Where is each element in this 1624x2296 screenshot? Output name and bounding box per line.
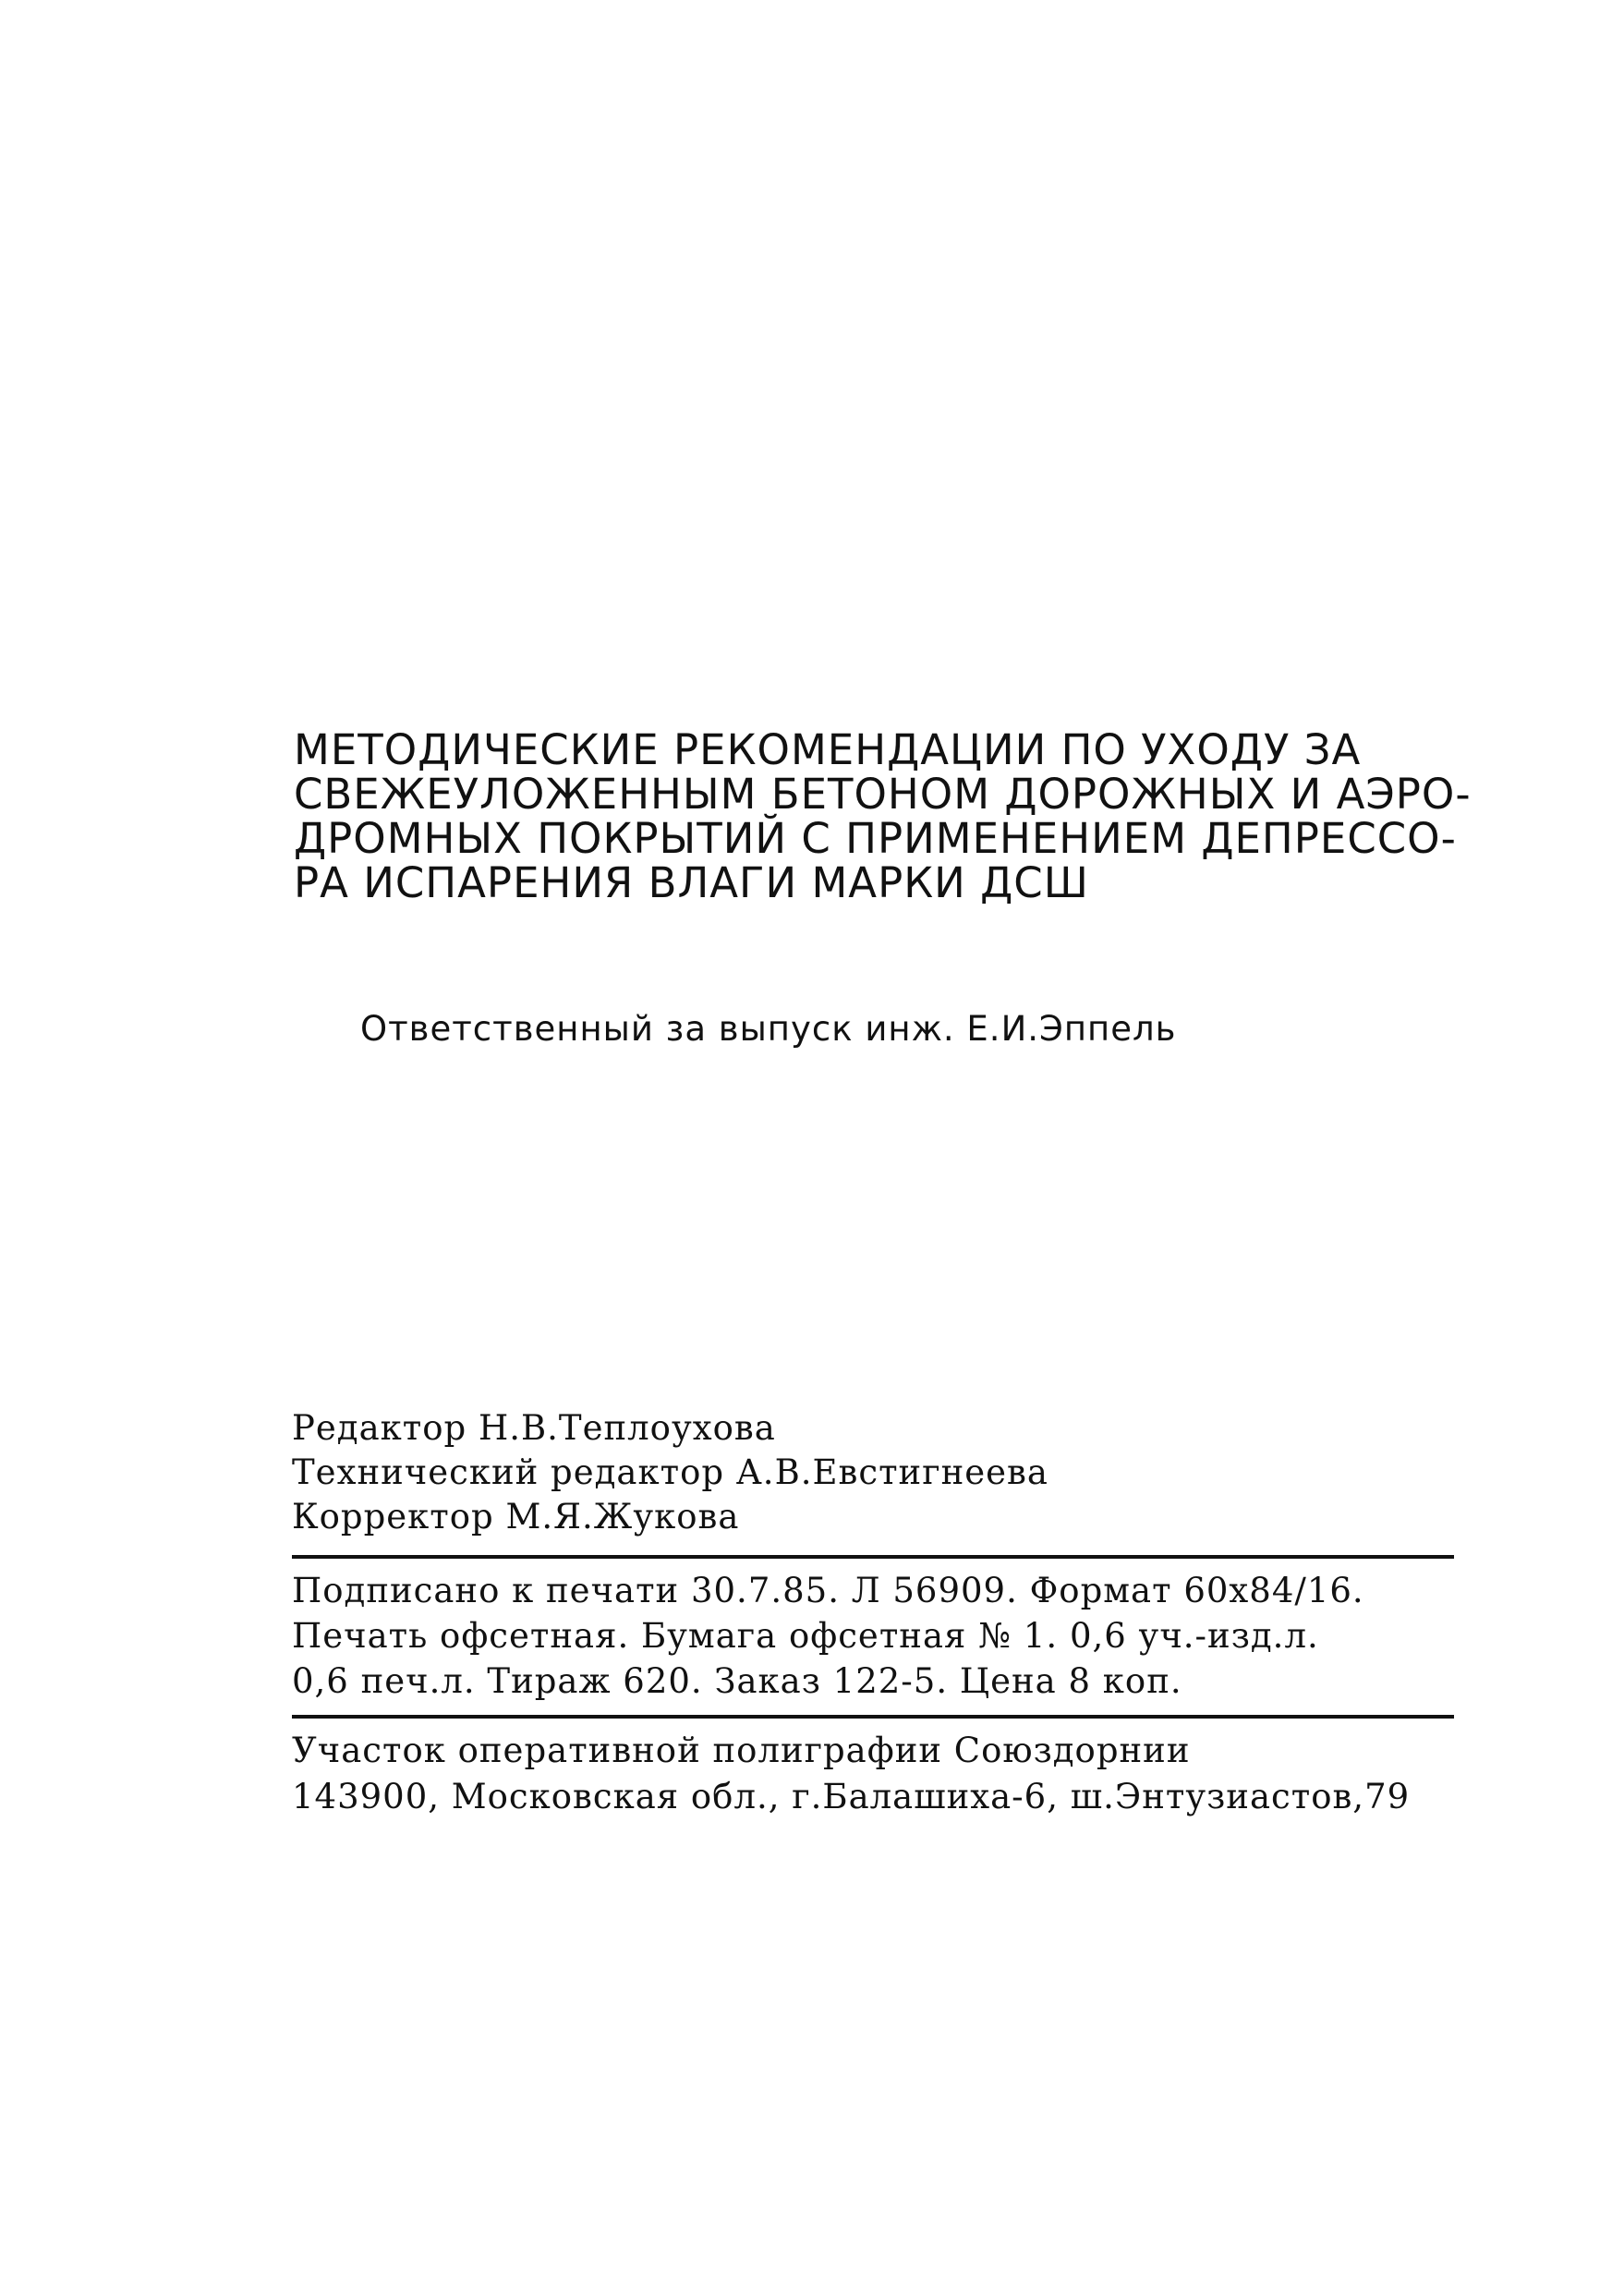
- proofreader-line: Корректор М.Я.Жукова: [292, 1497, 740, 1537]
- title-line: ДРОМНЫХ ПОКРЫТИЙ С ПРИМЕНЕНИЕМ ДЕПРЕССО-: [294, 814, 1457, 863]
- editorial-staff: [292, 1406, 1456, 1539]
- divider-rule: [292, 1555, 1454, 1559]
- editor-line: Редактор Н.В.Теплоухова: [292, 1408, 776, 1448]
- printer-address: [292, 1728, 1465, 1820]
- title-line: РА ИСПАРЕНИЯ ВЛАГИ МАРКИ ДСШ: [294, 858, 1089, 907]
- title-line: СВЕЖЕУЛОЖЕННЫМ БЕТОНОМ ДОРОЖНЫХ И АЭРО-: [294, 770, 1472, 819]
- responsible-person: Ответственный за выпуск инж. Е.И.Эппель: [360, 1009, 1177, 1049]
- title-line: МЕТОДИЧЕСКИЕ РЕКОМЕНДАЦИИ ПО УХОДУ ЗА: [294, 725, 1362, 774]
- print-details: [292, 1568, 1465, 1704]
- technical-editor-line: Технический редактор А.В.Евстигнеева: [292, 1452, 1048, 1492]
- document-title: [294, 725, 1472, 907]
- printer-name-line: Участок оперативной полиграфии Союздорнии: [292, 1731, 1191, 1770]
- print-details-line: Печать офсетная. Бумага офсетная № 1. 0,6 уч.-изд.л.: [292, 1616, 1319, 1656]
- divider-rule: [292, 1715, 1454, 1719]
- printer-address-line: 143900, Московская обл., г.Балашиха-6, ш.Энтузиастов,79: [292, 1777, 1411, 1816]
- print-details-line: 0,6 печ.л. Тираж 620. Заказ 122-5. Цена 8 коп.: [292, 1661, 1182, 1701]
- print-details-line: Подписано к печати 30.7.85. Л 56909. Формат 60х84/16.: [292, 1571, 1364, 1610]
